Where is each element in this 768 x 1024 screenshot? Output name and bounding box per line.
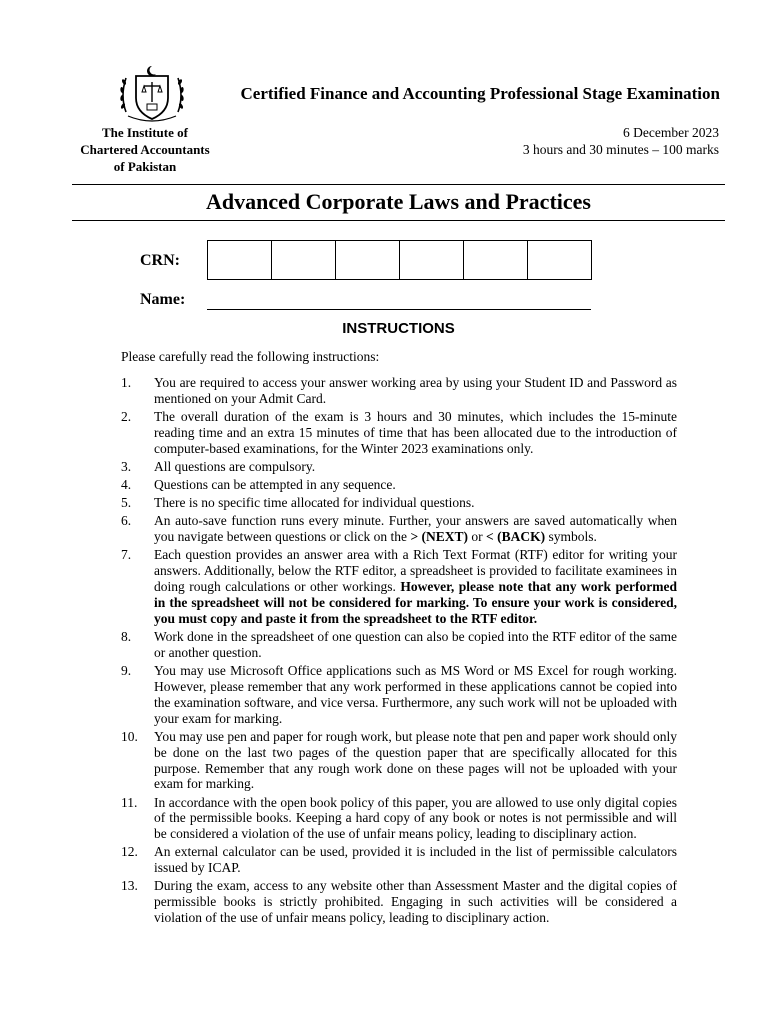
instruction-text-part: All questions are compulsory. xyxy=(154,458,316,474)
crn-box[interactable] xyxy=(400,240,464,280)
institute-name xyxy=(70,124,220,175)
crn-box[interactable] xyxy=(528,240,592,280)
exam-title: Certified Finance and Accounting Professional Stage Examination xyxy=(240,84,720,103)
institute-line: Chartered Accountants xyxy=(80,142,210,157)
divider xyxy=(72,184,725,185)
instruction-text-part: Each question provides an answer area with a Rich Text Format (RTF) editor for writing your answers. Additionally, below the RTF editor, a spreadsheet is provided to facilitate examinees in doing rough calculations or other workings. xyxy=(154,547,677,594)
instruction-item xyxy=(121,513,677,545)
instruction-item xyxy=(121,729,677,793)
instruction-number: 6. xyxy=(121,513,132,529)
name-line[interactable] xyxy=(207,309,591,310)
instruction-number: 1. xyxy=(121,375,132,390)
instruction-text xyxy=(154,477,677,493)
instruction-text xyxy=(154,629,677,661)
instruction-item xyxy=(121,629,677,661)
instruction-number: 10. xyxy=(121,728,138,744)
instruction-text xyxy=(154,459,677,475)
instruction-item xyxy=(121,477,677,493)
name-label: Name: xyxy=(140,291,186,308)
instruction-text xyxy=(154,375,677,407)
instruction-text-part: Work done in the spreadsheet of one question can also be copied into the RTF editor of the same or another question. xyxy=(154,628,677,660)
instruction-item xyxy=(121,547,677,627)
instruction-text-part: The overall duration of the exam is 3 hours and 30 minutes, which includes the 15-minute reading time and an extra 15 minutes of time that has been allocated due to the introduction of computer-based examinations, for the Winter 2023 examinations only. xyxy=(154,409,677,456)
crn-box[interactable] xyxy=(336,240,400,280)
instruction-number: 11. xyxy=(121,794,138,810)
instruction-text xyxy=(154,844,677,876)
instruction-number: 5. xyxy=(121,495,132,511)
instruction-text xyxy=(154,878,677,926)
icap-crest-icon xyxy=(116,62,188,126)
instruction-text xyxy=(154,409,677,457)
instruction-text-part: You may use Microsoft Office applications such as MS Word or MS Excel for rough working. However, please remember that any work performed in these applications cannot be copied into the examination software, and vice versa. Furthermore, any such work will not be uploaded with your exam for marking. xyxy=(154,662,677,726)
instruction-bold-text: However, please note that any work performed in the spreadsheet will not be considered for marking. To ensure your work is considered, you must copy and paste it from the spreadsheet to the RTF editor. xyxy=(154,579,677,626)
exam-date: 6 December 2023 xyxy=(623,125,719,140)
instruction-text-part: or xyxy=(468,529,487,545)
instruction-number: 13. xyxy=(121,878,138,894)
instruction-text xyxy=(154,729,677,793)
crn-boxes xyxy=(207,240,592,280)
crn-box[interactable] xyxy=(464,240,528,280)
crn-label: CRN: xyxy=(140,252,180,269)
instruction-number: 3. xyxy=(121,458,132,474)
instruction-text xyxy=(154,547,677,627)
instruction-text-part: Questions can be attempted in any sequence. xyxy=(154,477,396,492)
institute-line: of Pakistan xyxy=(113,159,177,174)
instruction-item xyxy=(121,459,677,475)
exam-meta xyxy=(523,124,719,158)
crn-box[interactable] xyxy=(272,240,336,280)
instruction-number: 7. xyxy=(121,547,132,563)
instruction-text-part: symbols. xyxy=(545,529,597,545)
instruction-item xyxy=(121,844,677,876)
instruction-number: 8. xyxy=(121,628,132,644)
instruction-item xyxy=(121,409,677,457)
instruction-item xyxy=(121,795,677,843)
instruction-item xyxy=(121,375,677,407)
institute-line: The Institute of xyxy=(102,125,188,140)
instruction-text xyxy=(154,513,677,545)
instruction-bold-text: > (NEXT) xyxy=(410,529,469,545)
instruction-text-part: You are required to access your answer working area by using your Student ID and Password as mentioned on your Admit Card. xyxy=(154,375,677,406)
instruction-text xyxy=(154,663,677,727)
instruction-item xyxy=(121,663,677,727)
instructions-heading: INSTRUCTIONS xyxy=(342,320,455,337)
divider xyxy=(72,220,725,221)
instruction-number: 12. xyxy=(121,844,138,860)
instruction-item xyxy=(121,878,677,926)
instruction-bold-text: < (BACK) xyxy=(486,529,546,545)
instruction-text-part: There is no specific time allocated for individual questions. xyxy=(154,495,475,511)
exam-duration: 3 hours and 30 minutes – 100 marks xyxy=(522,142,719,157)
instruction-number: 9. xyxy=(121,662,132,678)
instruction-text-part: In accordance with the open book policy of this paper, you are allowed to use only digital copies of the permissible books. Keeping a hard copy of any book or notes is not permissible and will be considered a violation of the use of unfair means policy, leading to disciplinary action. xyxy=(154,794,677,842)
subject-title: Advanced Corporate Laws and Practices xyxy=(206,189,591,214)
instructions-intro: Please carefully read the following instructions: xyxy=(121,349,380,364)
instructions-list xyxy=(121,375,677,928)
instruction-number: 2. xyxy=(121,409,132,424)
instruction-text xyxy=(154,495,677,511)
instruction-text-part: An auto-save function runs every minute. Further, your answers are saved automatically when you navigate between questions or click on the xyxy=(154,513,677,545)
instruction-item xyxy=(121,495,677,511)
instruction-text-part: During the exam, access to any website other than Assessment Master and the digital copies of permissible books is strictly prohibited. Engaging in such activities will be considered a violation of the use of unfair means policy, leading to disciplinary action. xyxy=(154,878,677,926)
instruction-text xyxy=(154,795,677,843)
instruction-text-part: You may use pen and paper for rough work, but please note that pen and paper work should only be done on the last two pages of the question paper that are specifically allocated for this purpose. Remember that any rough work done on these pages will not be uploaded with your exam for marking. xyxy=(154,728,677,792)
instruction-text-part: An external calculator can be used, provided it is included in the list of permissible calculators issued by ICAP. xyxy=(154,844,677,876)
instruction-number: 4. xyxy=(121,477,132,492)
crn-box[interactable] xyxy=(207,240,272,280)
